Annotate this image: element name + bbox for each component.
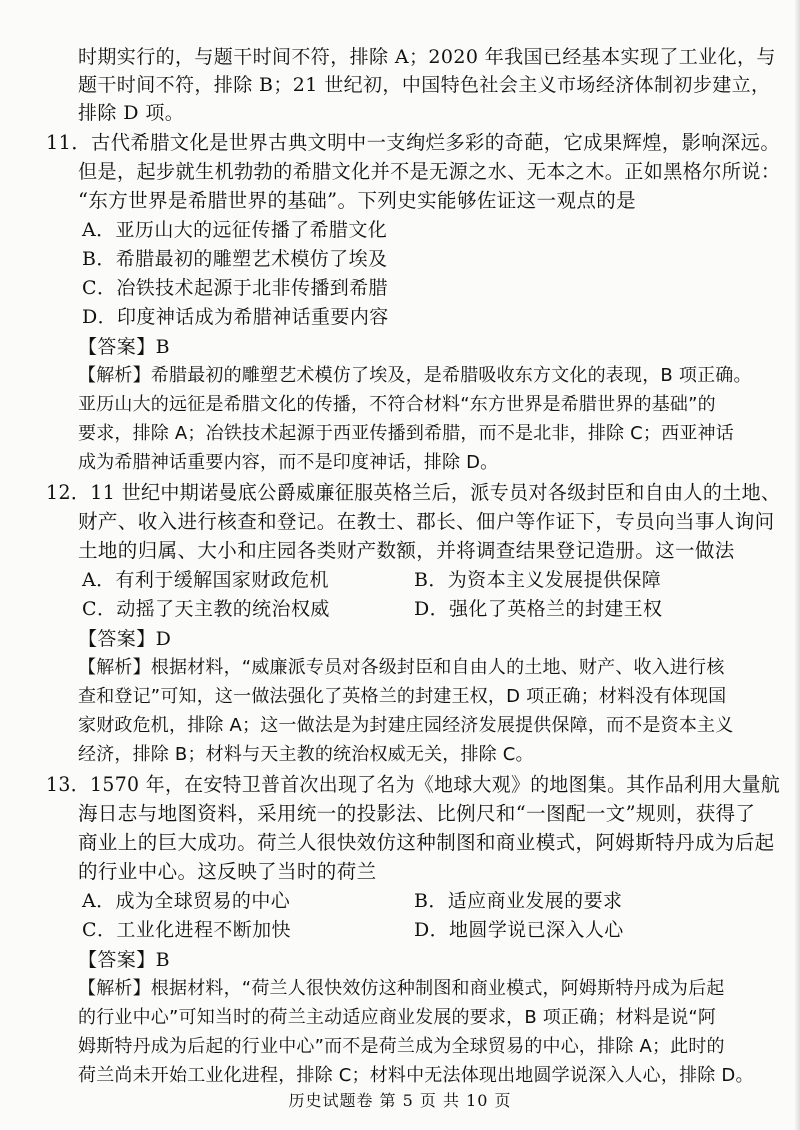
q12-answer: 【答案】D: [78, 628, 172, 650]
q11-answer: 【答案】B: [78, 336, 170, 358]
q11-option-a: A．亚历山大的远征传播了希腊文化: [82, 219, 388, 241]
q13-analysis-line-4: 荷兰尚未开始工业化进程，排除 C；材料中无法体现出地圆学说深入人心，排除 D。: [78, 1065, 754, 1086]
q12-stem-line-2: 财产、收入进行核查和登记。在教士、郡长、佃户等作证下，专员向当事人询问: [78, 510, 775, 533]
q12-analysis-line-1: 【解析】根据材料，“威廉派专员对各级封臣和自由人的土地、财产、收入进行核: [78, 657, 725, 678]
q13-option-d: D．地圆学说已深入人心: [414, 919, 624, 941]
q12-analysis-line-4: 经济，排除 B；材料与天主教的统治权威无关，排除 C。: [78, 744, 534, 765]
q13-stem-line-1: 13．1570 年，在安特卫普首次出现了名为《地球大观》的地图集。其作品利用大量航: [46, 773, 781, 796]
q10-tail-line-3: 排除 D 项。: [78, 102, 185, 124]
q13-option-a: A．成为全球贸易的中心: [82, 890, 291, 912]
q12-analysis-line-3: 家财政危机，排除 A；这一做法是为封建庄园经济发展提供保障，而不是资本主义: [78, 715, 734, 736]
q10-tail-line-2: 题干时间不符，排除 B；21 世纪初，中国特色社会主义市场经济体制初步建立，: [78, 74, 771, 96]
q12-option-c: C．动摇了天主教的统治权威: [82, 598, 330, 620]
page-footer: 历史试题卷 第 5 页 共 10 页: [288, 1091, 512, 1110]
q13-stem-line-4: 的行业中心。这反映了当时的荷兰: [78, 860, 377, 883]
page-edge-shadow: [794, 0, 800, 1130]
q11-analysis-line-2: 亚历山大的远征是希腊文化的传播，不符合材料“东方世界是希腊世界的基础”的: [78, 394, 716, 415]
q13-analysis-line-2: 的行业中心”可知当时的荷兰主动适应商业发展的要求，B 项正确；材料是说“阿: [78, 1007, 717, 1028]
q12-option-d: D．强化了英格兰的封建王权: [414, 598, 663, 620]
q11-analysis-line-3: 要求，排除 A；冶铁技术起源于西亚传播到希腊，而不是北非，排除 C；西亚神话: [78, 423, 734, 444]
q11-analysis-line-1: 【解析】希腊最初的雕塑艺术模仿了埃及，是希腊吸收东方文化的表现，B 项正确。: [78, 365, 752, 386]
q13-stem-line-2: 海日志与地图资料，采用统一的投影法、比例尺和“一图配一文”规则，获得了: [78, 802, 756, 825]
q11-analysis-line-4: 成为希腊神话重要内容，而不是印度神话，排除 D。: [78, 452, 499, 473]
q11-option-c: C．冶铁技术起源于北非传播到希腊: [82, 277, 388, 299]
q10-tail-line-1: 时期实行的，与题干时间不符，排除 A；2020 年我国已经基本实现了工业化，与: [78, 46, 776, 68]
q12-stem-line-1: 12．11 世纪中期诺曼底公爵威廉征服英格兰后，派专员对各级封臣和自由人的土地、: [46, 481, 781, 504]
q12-option-a: A．有利于缓解国家财政危机: [82, 569, 329, 591]
q11-stem-line-2: 但是，起步就生机勃勃的希腊文化并不是无源之水、无本之木。正如黑格尔所说：: [78, 160, 781, 183]
q13-stem-line-3: 商业上的巨大成功。荷兰人很快效仿这种制图和商业模式，阿姆斯特丹成为后起: [78, 831, 775, 854]
q11-option-b: B．希腊最初的雕塑艺术模仿了埃及: [82, 248, 388, 270]
q12-analysis-line-2: 查和登记”可知，这一做法强化了英格兰的封建王权，D 项正确；材料没有体现国: [78, 686, 727, 707]
q13-analysis-line-1: 【解析】根据材料，“荷兰人很快效仿这种制图和商业模式，阿姆斯特丹成为后起: [78, 978, 725, 999]
q13-option-b: B．适应商业发展的要求: [414, 890, 623, 912]
q12-stem-line-3: 土地的归属、大小和庄园各类财产数额，并将调查结果登记造册。这一做法: [78, 539, 735, 562]
q11-stem-line-1: 11．古代希腊文化是世界古典文明中一支绚烂多彩的奇葩，它成果辉煌，影响深远。: [46, 131, 781, 154]
q13-analysis-line-3: 姆斯特丹成为后起的行业中心”而不是荷兰成为全球贸易的中心，排除 A；此时的: [78, 1036, 725, 1057]
q12-option-b: B．为资本主义发展提供保障: [414, 569, 662, 591]
q11-option-d: D．印度神话成为希腊神话重要内容: [82, 306, 389, 328]
q11-stem-line-3: “东方世界是希腊世界的基础”。下列史实能够佐证这一观点的是: [78, 189, 637, 212]
q13-option-c: C．工业化进程不断加快: [82, 919, 291, 941]
q13-answer: 【答案】B: [78, 949, 170, 971]
